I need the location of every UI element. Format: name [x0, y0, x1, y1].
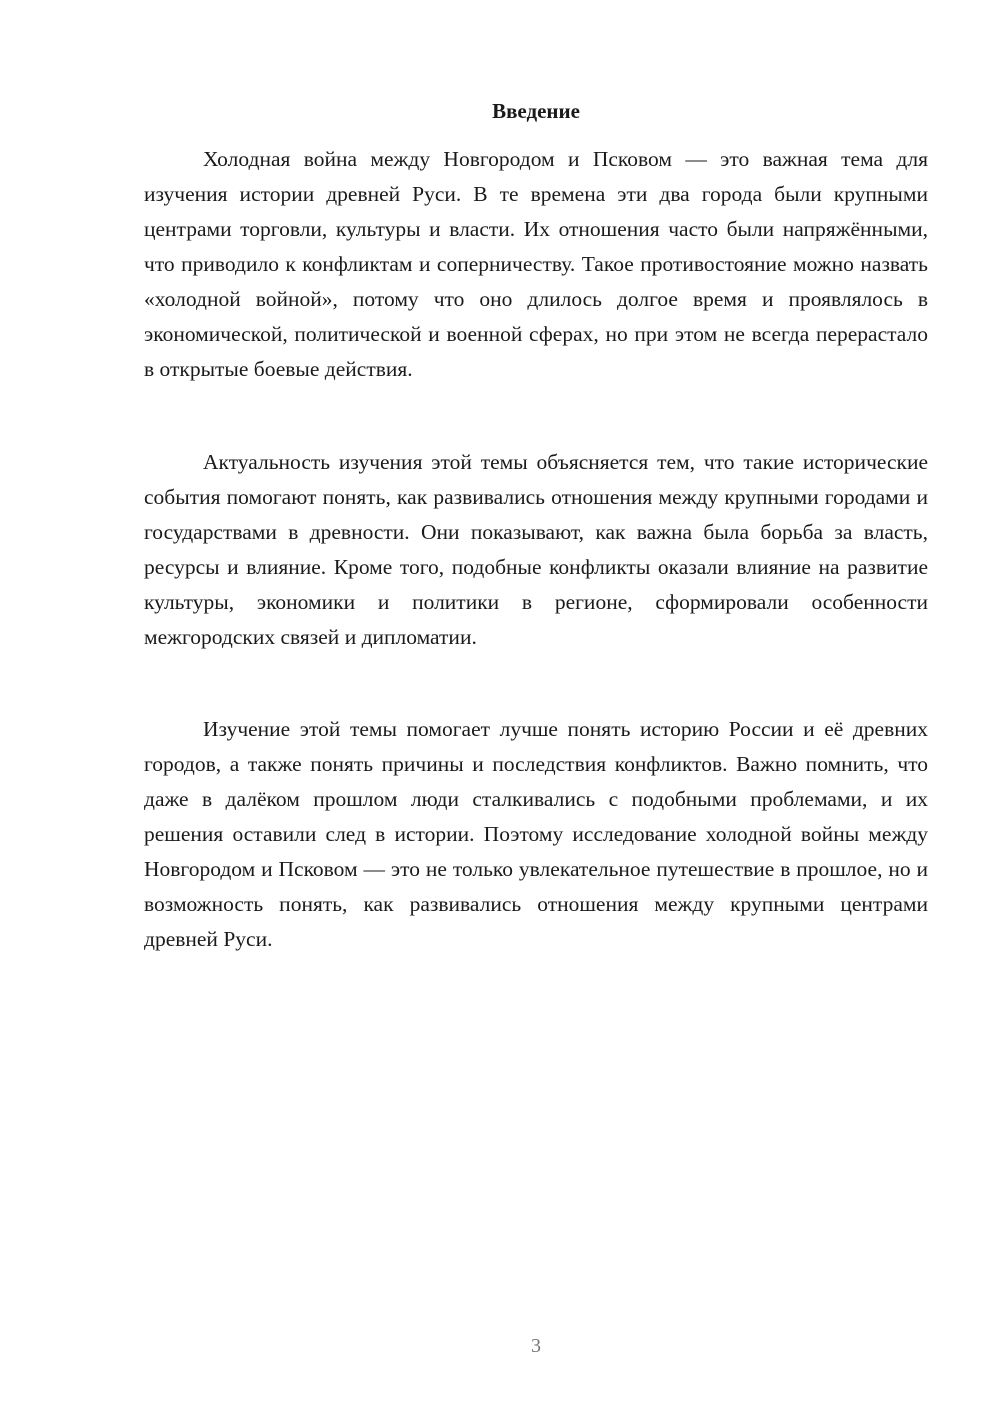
section-heading: Введение: [492, 99, 580, 123]
paragraph-3: Изучение этой темы помогает лучше понять историю России и её древних городов, а также понять причины и последствия конфликтов. Важно помнить, что даже в далёком прошлом люди сталкивались с подобными проблемами, и их решения оставили след в истории. Поэтому исследование холодной войны между Новгородом и Псковом — это не только увлекательное путешествие в прошлое, но и возможность понять, как развивались отношения между крупными центрами древней Руси.: [144, 717, 928, 951]
paragraph-1: Холодная война между Новгородом и Псковом — это важная тема для изучения истории древней Руси. В те времена эти два города были крупными центрами торговли, культуры и власти. Их отношения часто были напряжёнными, что приводило к конфликтам и соперничеству. Такое противостояние можно назвать «холодной войной», потому что оно длилось долгое время и проявлялось в экономической, политической и военной сферах, но при этом не всегда перерастало в открытые боевые действия.: [144, 147, 928, 381]
page-number: 3: [531, 1335, 541, 1357]
paragraph-2: Актуальность изучения этой темы объясняется тем, что такие исторические события помогают понять, как развивались отношения между крупными городами и государствами в древности. Они показывают, как важна была борьба за власть, ресурсы и влияние. Кроме того, подобные конфликты оказали влияние на развитие культуры, экономики и политики в регионе, сформировали особенности межгородских связей и дипломатии.: [144, 450, 928, 649]
